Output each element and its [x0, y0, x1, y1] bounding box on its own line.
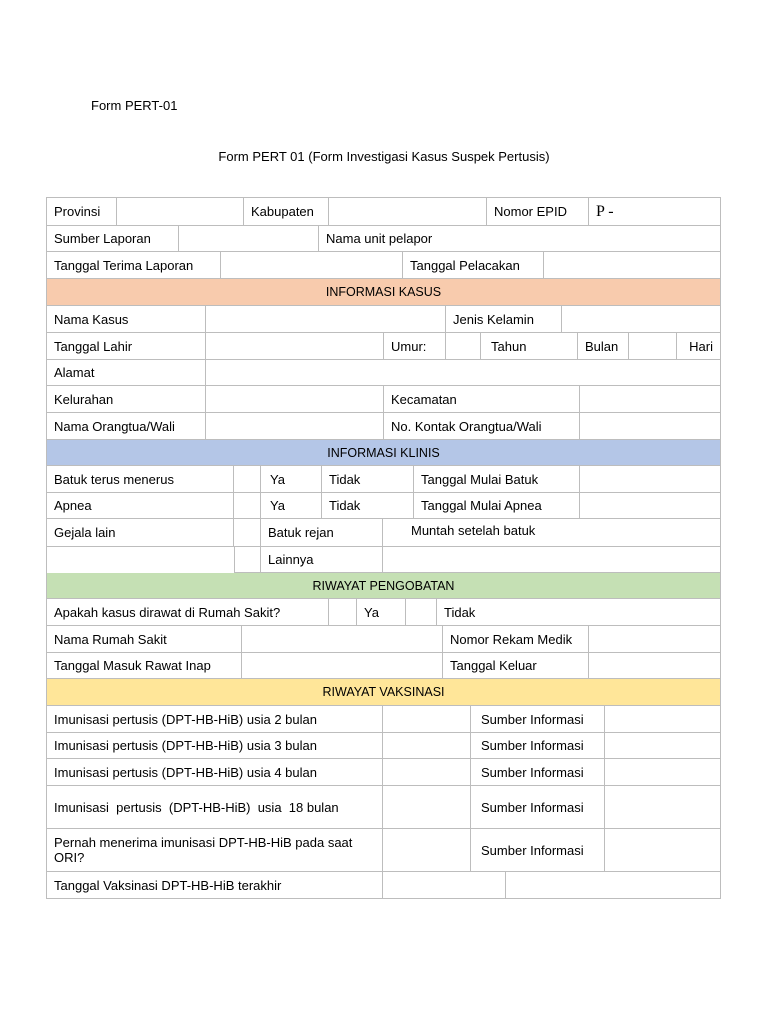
label-batuk-rejan[interactable]: Batuk rejan	[261, 519, 383, 546]
form-table	[46, 197, 721, 899]
check-dirawat-ya[interactable]	[329, 599, 357, 625]
heading-riwayat-vaksinasi: RIWAYAT VAKSINASI	[47, 679, 721, 705]
row-tanggal-terima	[47, 252, 721, 279]
row-kelurahan	[47, 386, 721, 413]
row-vaksin-2bulan	[47, 706, 721, 733]
label-tanggal-pelacakan: Tanggal Pelacakan	[403, 252, 544, 278]
label-jenis-kelamin: Jenis Kelamin	[446, 306, 562, 332]
section-informasi-klinis	[47, 440, 721, 466]
label-vaksin-ori: Pernah menerima imunisasi DPT-HB-HiB pada saat ORI?	[47, 829, 383, 871]
label-sumber-informasi: Sumber Informasi	[471, 786, 605, 828]
row-vaksin-4bulan	[47, 759, 721, 786]
label-batuk-ya[interactable]: Ya	[261, 466, 322, 492]
input-sumber-18bulan[interactable]	[605, 786, 721, 828]
section-informasi-kasus	[47, 279, 721, 306]
label-tgl-mulai-apnea: Tanggal Mulai Apnea	[414, 493, 580, 518]
label-nomor-epid: Nomor EPID	[487, 198, 589, 225]
input-sumber-4bulan[interactable]	[605, 759, 721, 785]
label-muntah[interactable]: Muntah setelah batuk	[383, 519, 721, 546]
label-sumber-laporan: Sumber Laporan	[47, 226, 179, 251]
row-tanggal-lahir	[47, 333, 721, 360]
input-vaksin-2bulan[interactable]	[383, 706, 471, 732]
check-batuk-rejan[interactable]	[234, 519, 261, 546]
label-kelurahan: Kelurahan	[47, 386, 206, 412]
label-dirawat-tidak[interactable]: Tidak	[437, 599, 721, 625]
label-kontak-orangtua: No. Kontak Orangtua/Wali	[384, 413, 580, 439]
label-kabupaten: Kabupaten	[244, 198, 329, 225]
row-tgl-vaksinasi-terakhir	[47, 872, 721, 899]
input-nama-kasus[interactable]	[206, 306, 446, 332]
label-apnea-tidak[interactable]: Tidak	[322, 493, 414, 518]
row-alamat	[47, 360, 721, 386]
row-orangtua	[47, 413, 721, 440]
label-bulan: Bulan	[578, 333, 629, 359]
label-sumber-informasi: Sumber Informasi	[471, 759, 605, 785]
label-sumber-informasi: Sumber Informasi	[471, 733, 605, 758]
input-nama-orangtua[interactable]	[206, 413, 384, 439]
label-provinsi: Provinsi	[47, 198, 117, 225]
input-vaksin-ori[interactable]	[383, 829, 471, 871]
label-vaksin-2bulan: Imunisasi pertusis (DPT-HB-HiB) usia 2 bulan	[47, 706, 383, 732]
check-dirawat-tidak[interactable]	[406, 599, 437, 625]
input-tgl-vaksinasi-terakhir[interactable]	[383, 872, 506, 898]
label-nama-orangtua: Nama Orangtua/Wali	[47, 413, 206, 439]
input-umur-tahun[interactable]	[446, 333, 481, 359]
row-tgl-masuk	[47, 653, 721, 679]
input-lainnya[interactable]	[383, 547, 721, 573]
input-nomor-rm[interactable]	[589, 626, 721, 652]
row-nama-kasus	[47, 306, 721, 333]
row-vaksin-ori	[47, 829, 721, 872]
input-vaksin-18bulan[interactable]	[383, 786, 471, 828]
label-tgl-keluar: Tanggal Keluar	[443, 653, 589, 678]
label-nama-rs: Nama Rumah Sakit	[47, 626, 242, 652]
row-dirawat	[47, 599, 721, 626]
input-kelurahan[interactable]	[206, 386, 384, 412]
label-tanggal-terima-laporan: Tanggal Terima Laporan	[47, 252, 221, 278]
section-riwayat-vaksinasi	[47, 679, 721, 706]
input-provinsi[interactable]	[117, 198, 244, 225]
label-kecamatan: Kecamatan	[384, 386, 580, 412]
input-tgl-vaksinasi-lain[interactable]	[506, 872, 721, 898]
input-kecamatan[interactable]	[580, 386, 721, 412]
input-sumber-2bulan[interactable]	[605, 706, 721, 732]
label-tanggal-lahir: Tanggal Lahir	[47, 333, 206, 359]
label-vaksin-18bulan: Imunisasi pertusis (DPT-HB-HiB) usia 18 bulan	[47, 786, 383, 828]
label-vaksin-4bulan: Imunisasi pertusis (DPT-HB-HiB) usia 4 bulan	[47, 759, 383, 785]
row-batuk	[47, 466, 721, 493]
label-sumber-informasi: Sumber Informasi	[471, 829, 605, 871]
row-gejala-lain	[47, 519, 721, 547]
label-dirawat: Apakah kasus dirawat di Rumah Sakit?	[47, 599, 329, 625]
label-umur: Umur:	[384, 333, 446, 359]
label-batuk: Batuk terus menerus	[47, 466, 234, 492]
input-vaksin-4bulan[interactable]	[383, 759, 471, 785]
label-apnea-ya[interactable]: Ya	[261, 493, 322, 518]
label-sumber-informasi: Sumber Informasi	[471, 706, 605, 732]
label-tgl-masuk: Tanggal Masuk Rawat Inap	[47, 653, 242, 678]
input-jenis-kelamin[interactable]	[562, 306, 721, 332]
input-sumber-laporan[interactable]	[179, 226, 319, 251]
input-kabupaten[interactable]	[329, 198, 487, 225]
row-vaksin-18bulan	[47, 786, 721, 829]
check-apnea[interactable]	[234, 493, 261, 518]
input-tanggal-lahir[interactable]	[206, 333, 384, 359]
blank-lainnya	[47, 547, 234, 573]
input-alamat[interactable]	[206, 360, 721, 385]
input-vaksin-3bulan[interactable]	[383, 733, 471, 758]
label-tgl-vaksinasi-terakhir: Tanggal Vaksinasi DPT-HB-HiB terakhir	[47, 872, 383, 898]
input-umur-bulan[interactable]	[629, 333, 677, 359]
input-sumber-ori[interactable]	[605, 829, 721, 871]
label-lainnya[interactable]: Lainnya	[261, 547, 383, 573]
heading-informasi-klinis: INFORMASI KLINIS	[47, 440, 721, 465]
label-alamat: Alamat	[47, 360, 206, 385]
heading-informasi-kasus: INFORMASI KASUS	[47, 279, 721, 305]
input-tgl-mulai-batuk[interactable]	[580, 466, 721, 492]
form-code: Form PERT-01	[91, 98, 178, 113]
label-hari: Hari	[677, 333, 721, 359]
input-tgl-masuk[interactable]	[242, 653, 443, 678]
input-tanggal-pelacakan[interactable]	[544, 252, 721, 278]
label-dirawat-ya[interactable]: Ya	[357, 599, 406, 625]
label-gejala-lain: Gejala lain	[47, 519, 234, 546]
row-nama-rs	[47, 626, 721, 653]
label-tahun: Tahun	[481, 333, 578, 359]
label-vaksin-3bulan: Imunisasi pertusis (DPT-HB-HiB) usia 3 bulan	[47, 733, 383, 758]
input-sumber-3bulan[interactable]	[605, 733, 721, 758]
label-nomor-rm: Nomor Rekam Medik	[443, 626, 589, 652]
input-tgl-keluar[interactable]	[589, 653, 721, 678]
label-batuk-tidak[interactable]: Tidak	[322, 466, 414, 492]
label-nama-kasus: Nama Kasus	[47, 306, 206, 332]
section-riwayat-pengobatan	[47, 573, 721, 599]
check-lainnya[interactable]	[234, 547, 261, 573]
label-tgl-mulai-batuk: Tanggal Mulai Batuk	[414, 466, 580, 492]
input-kontak-orangtua[interactable]	[580, 413, 721, 439]
label-apnea: Apnea	[47, 493, 234, 518]
row-apnea	[47, 493, 721, 519]
input-nomor-epid[interactable]: P -	[589, 198, 721, 225]
check-batuk[interactable]	[234, 466, 261, 492]
heading-riwayat-pengobatan: RIWAYAT PENGOBATAN	[47, 573, 721, 598]
row-vaksin-3bulan	[47, 733, 721, 759]
input-tgl-mulai-apnea[interactable]	[580, 493, 721, 518]
row-provinsi	[47, 198, 721, 226]
row-lainnya	[47, 547, 721, 573]
row-sumber-laporan	[47, 226, 721, 252]
input-nama-rs[interactable]	[242, 626, 443, 652]
form-title: Form PERT 01 (Form Investigasi Kasus Suspek Pertusis)	[218, 149, 550, 164]
input-tanggal-terima-laporan[interactable]	[221, 252, 403, 278]
label-nama-unit-pelapor: Nama unit pelapor	[319, 226, 721, 251]
